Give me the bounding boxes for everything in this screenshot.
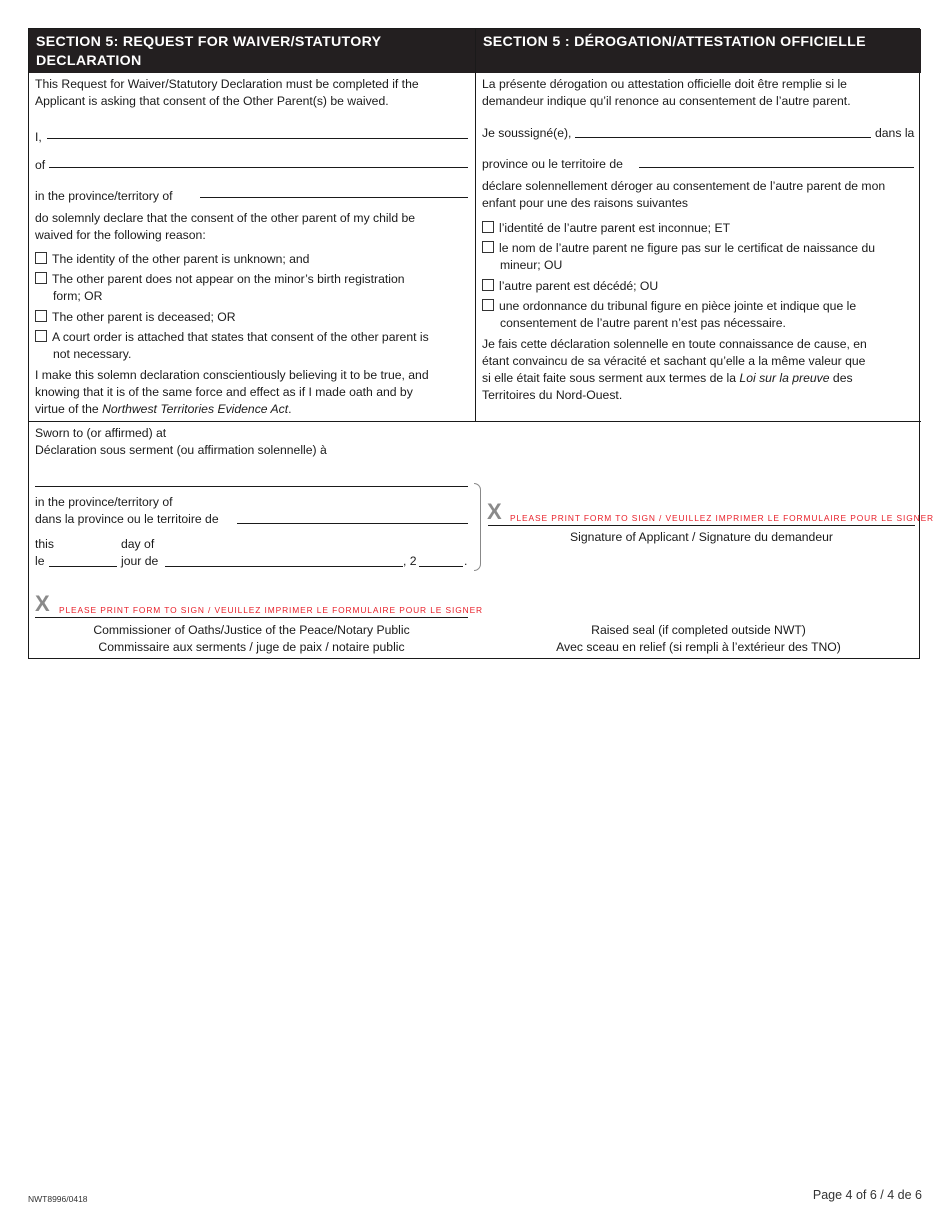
commissioner-print-notice: PLEASE PRINT FORM TO SIGN / VEUILLEZ IMPRIMER LE FORMULAIRE POUR LE SIGNER	[59, 605, 484, 615]
french-closing-line-2: étant convaincu de sa véracité et sachant qu’elle a la même valeur que	[482, 354, 866, 368]
checkbox-certificat-naissance[interactable]	[482, 241, 494, 253]
form-code: NWT8996/0418	[28, 1194, 88, 1204]
commissioner-title-french: Commissaire aux serments / juge de paix / notaire public	[98, 640, 405, 654]
year-prefix: , 2	[403, 554, 417, 568]
of-label: of	[35, 158, 46, 172]
sworn-label-french: Déclaration sous serment (ou affirmation solennelle) à	[35, 443, 327, 457]
sworn-label-english: Sworn to (or affirmed) at	[35, 426, 167, 440]
sworn-province-french: dans la province ou le territoire de	[35, 512, 219, 526]
page-number: Page 4 of 6 / 4 de 6	[812, 1188, 922, 1202]
province-label-english: in the province/territory of	[35, 189, 173, 203]
column-divider	[475, 29, 476, 421]
option-parent-decede: l’autre parent est décédé; OU	[482, 278, 658, 295]
applicant-signature-line[interactable]	[488, 525, 915, 526]
day-of-label: day of	[121, 537, 155, 551]
province-field-french[interactable]	[639, 167, 914, 168]
french-declare-line-2: enfant pour une des raisons suivantes	[482, 196, 688, 210]
commissioner-x-mark-icon: X	[35, 591, 50, 616]
this-label: this	[35, 537, 54, 551]
row-divider	[29, 421, 921, 422]
jour-de-label: jour de	[121, 554, 159, 568]
option-certificat-naissance-cont: mineur; OU	[500, 258, 563, 272]
french-closing-line-1: Je fais cette déclaration solennelle en toute connaissance de cause, en	[482, 337, 867, 351]
soussigne-label: Je soussigné(e),	[482, 126, 572, 140]
french-closing-line-4: Territoires du Nord-Ouest.	[482, 388, 623, 402]
checkbox-parent-decede[interactable]	[482, 279, 494, 291]
french-declare-line-1: déclare solennellement déroger au consentement de l’autre parent de mon	[482, 179, 886, 193]
commissioner-title-english: Commissioner of Oaths/Justice of the Peace/Notary Public	[93, 623, 410, 637]
option-ordonnance-tribunal-cont: consentement de l’autre parent n’est pas nécessaire.	[500, 316, 786, 330]
checkbox-court-order[interactable]	[35, 330, 47, 342]
applicant-x-mark-icon: X	[487, 499, 502, 524]
name-field[interactable]	[47, 138, 468, 139]
french-intro-line-2: demandeur indique qu’il renonce au consentement de l’autre parent.	[482, 94, 851, 108]
option-identity-unknown: The identity of the other parent is unknown; and	[35, 251, 309, 268]
option-parent-deceased: The other parent is deceased; OR	[35, 309, 236, 326]
checkbox-parent-deceased[interactable]	[35, 310, 47, 322]
option-certificat-naissance: le nom de l’autre parent ne figure pas sur le certificat de naissance du	[482, 240, 875, 257]
sworn-location-field[interactable]	[35, 486, 468, 487]
dans-la-label: dans la	[875, 126, 915, 140]
month-field[interactable]	[165, 566, 403, 567]
applicant-print-notice: PLEASE PRINT FORM TO SIGN / VEUILLEZ IMPRIMER LE FORMULAIRE POUR LE SIGNER	[510, 513, 935, 523]
english-intro-line-1: This Request for Waiver/Statutory Declaration must be completed if the	[35, 77, 419, 91]
day-field[interactable]	[49, 566, 117, 567]
year-field[interactable]	[419, 566, 463, 567]
option-court-order-cont: not necessary.	[53, 347, 132, 361]
name-label: I,	[35, 130, 42, 144]
raised-seal-english: Raised seal (if completed outside NWT)	[591, 623, 806, 637]
option-not-on-birth-registration: The other parent does not appear on the minor’s birth registration	[35, 271, 405, 288]
option-identite-inconnue: l’identité de l’autre parent est inconnue; ET	[482, 220, 730, 237]
english-closing-line-1: I make this solemn declaration conscientiously believing it to be true, and	[35, 368, 429, 382]
english-declare-line-2: waived for the following reason:	[35, 228, 206, 242]
option-not-on-birth-registration-cont: form; OR	[53, 289, 103, 303]
commissioner-signature-line[interactable]	[35, 617, 468, 618]
checkbox-identity-unknown[interactable]	[35, 252, 47, 264]
french-intro-line-1: La présente dérogation ou attestation officielle doit être remplie si le	[482, 77, 847, 91]
checkbox-identite-inconnue[interactable]	[482, 221, 494, 233]
french-closing-line-3: si elle était faite sous serment aux termes de la Loi sur la preuve des	[482, 371, 853, 385]
section-header-french: SECTION 5 : DÉROGATION/ATTESTATION OFFICIELLE	[476, 29, 921, 73]
section-header-english: SECTION 5: REQUEST FOR WAIVER/STATUTORY DECLARATION	[29, 29, 475, 73]
english-closing-line-2: knowing that it is of the same force and effect as if I made oath and by	[35, 385, 413, 399]
option-court-order: A court order is attached that states that consent of the other parent is	[35, 329, 429, 346]
year-period: .	[464, 554, 468, 568]
raised-seal-french: Avec sceau en relief (si rempli à l’extérieur des TNO)	[556, 640, 841, 654]
address-field[interactable]	[49, 167, 468, 168]
checkbox-ordonnance-tribunal[interactable]	[482, 299, 494, 311]
province-label-french: province ou le territoire de	[482, 157, 623, 171]
english-declare-line-1: do solemnly declare that the consent of the other parent of my child be	[35, 211, 416, 225]
applicant-signature-label: Signature of Applicant / Signature du demandeur	[570, 530, 833, 544]
soussigne-field[interactable]	[575, 137, 871, 138]
brace-divider	[474, 483, 481, 571]
english-closing-line-3: virtue of the Northwest Territories Evidence Act.	[35, 402, 292, 416]
english-intro-line-2: Applicant is asking that consent of the Other Parent(s) be waived.	[35, 94, 389, 108]
province-field-english[interactable]	[200, 197, 468, 198]
sworn-province-field[interactable]	[237, 523, 468, 524]
checkbox-not-on-birth-registration[interactable]	[35, 272, 47, 284]
option-ordonnance-tribunal: une ordonnance du tribunal figure en pièce jointe et indique que le	[482, 298, 856, 315]
le-label: le	[35, 554, 45, 568]
sworn-province-english: in the province/territory of	[35, 495, 173, 509]
